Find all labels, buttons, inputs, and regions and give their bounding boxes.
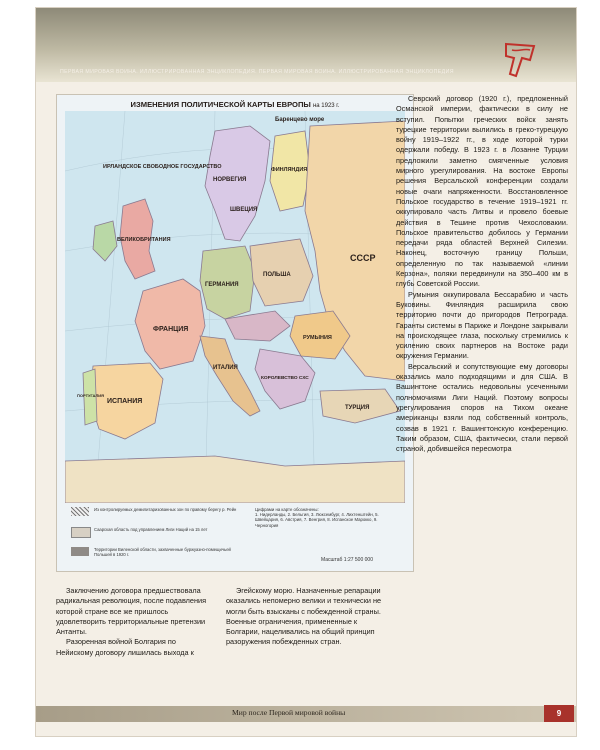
- footer-title: Мир после Первой мировой войны: [232, 708, 346, 717]
- bottom-middle-paragraph-1: Эгейскому морю. Назначенные репарации оказались непомерно велики и технически не могли быть взысканы с побежденной страны. Военные ограничения, примененные к Болгарии, нацеливались на общий принцип разоружения побежденных стран.: [226, 586, 382, 647]
- label-germany: ГЕРМАНИЯ: [205, 282, 239, 288]
- sea-label: Баренцево море: [275, 117, 325, 123]
- page-number: 9: [544, 705, 574, 722]
- legend-swatch-saar: [71, 527, 91, 538]
- label-turkey: ТУРЦИЯ: [345, 405, 370, 411]
- legend-swatch-vilnius: [71, 547, 89, 556]
- legend-text-vilnius: Территории Виленской области, захваченные буржуазно-помещичьей Польшей в 1920 г.: [94, 547, 231, 557]
- label-ussr: СССР: [350, 253, 376, 263]
- label-yugoslavia: КОРОЛЕВСТВО СХС: [261, 376, 309, 381]
- map-title-suffix: на 1923 г.: [312, 103, 340, 109]
- label-france: ФРАНЦИЯ: [153, 326, 189, 333]
- publisher-logo-icon: [500, 40, 540, 80]
- legend-numbers-text: 1. Нидерланды, 2. Бельгия, 3. Люксембург, 4. Лихтенштейн, 5. Швейцария, 6. Австрия, 7. Венгрия, 8. Испанское Марокко, 9. Черногория: [255, 512, 379, 528]
- right-paragraph-2: Румыния оккупировала Бессарабию и часть Буковины. Финляндия расширила свою территорию почти до пригородов Петрограда. Гаранты системы в Париже и Лондоне закрывали на происходящее глаза, поскольку стремились к усилению своих партнеров на Востоке ради окружения Германии.: [396, 289, 568, 361]
- label-romania: РУМЫНИЯ: [303, 335, 332, 341]
- label-norway: НОРВЕГИЯ: [213, 177, 247, 183]
- label-finland: ФИНЛЯНДИЯ: [271, 167, 308, 173]
- map-scale: Масштаб 1:27 500 000: [321, 557, 373, 563]
- bottom-left-paragraph-1: Заключению договора предшествовала радикальная революция, после подавления которой стране все же пришлось удовлетворить территориальные претензии Антанты.: [56, 586, 207, 637]
- book-page: [36, 8, 576, 736]
- footer-band: [36, 706, 576, 722]
- map-title-text: ИЗМЕНЕНИЯ ПОЛИТИЧЕСКОЙ КАРТЫ ЕВРОПЫ: [130, 100, 311, 109]
- legend-numbers-title: Цифрами на карте обозначены:: [255, 507, 319, 512]
- right-paragraph-1: Севрский договор (1920 г.), предложенный Османской империи, фактически в силу не вступил. Попытки греческих войск занять турецкие территории вылились в греко-турецкую войну 1919–1922 гг., в ходе которой турки одержали победу. В 1923 г. в Лозанне Турции предложили заметно смягченные условия мирного урегулирования. На востоке Европы решения Версальской конференции создали новые очаги напряженности. Восстановленное Польское государство в течение 1919–1921 гг. оккупировало часть Литвы и провело боевые действия в Тешине против Чехословакии. Польское правительство добилось у Германии передачи ряда областей Верхней Силезии. Наконец, восточную границу Польши, определенную по так называемой «линии Керзона», поляки передвинули на 350–400 км в глубь Советской России.: [396, 94, 568, 289]
- label-portugal: ПОРТУГАЛИЯ: [77, 393, 105, 398]
- map-title: [57, 100, 413, 109]
- label-great-britain: ВЕЛИКОБРИТАНИЯ: [117, 237, 171, 243]
- north-africa-shape: [65, 456, 405, 503]
- bottom-left-text-column: [56, 586, 212, 658]
- label-spain: ИСПАНИЯ: [107, 398, 143, 405]
- running-head: ПЕРВАЯ МИРОВАЯ ВОЙНА. ИЛЛЮСТРИРОВАННАЯ ЭНЦИКЛОПЕДИЯ. ПЕРВАЯ МИРОВАЯ ВОЙНА. ИЛЛЮСТРИРОВАННАЯ ЭНЦИКЛОПЕДИЯ: [60, 69, 454, 75]
- right-text-column: [396, 94, 568, 454]
- label-sweden: ШВЕЦИЯ: [230, 207, 258, 213]
- legend-numbers: [255, 507, 401, 528]
- bottom-middle-text-column: [226, 586, 382, 648]
- label-italy: ИТАЛИЯ: [213, 365, 238, 371]
- legend-text-saar: Саарская область под управлением Лиги Наций на 15 лет: [94, 527, 208, 532]
- map-graphic: [65, 111, 405, 503]
- europe-map: [56, 94, 414, 572]
- right-paragraph-3: Версальский и сопутствующие ему договоры оказались мало подходящими и для США. В Вашингтоне остались недовольны усеченными полномочиями Лиги Наций. Поэтому вопросы урегулирования споров на Тихом океане американцы взяли под собственный контроль, созвав в 1921 г. Вашингтонскую конференцию. Таким образом, США, фактически, стали первой страной, добившейся пересмотра: [396, 361, 568, 454]
- bottom-left-paragraph-2: Разоренная войной Болгария по Нейискому договору лишилась выхода к: [56, 637, 194, 657]
- map-legend: [71, 507, 401, 569]
- legend-swatch-hatched: [71, 507, 89, 516]
- label-poland: ПОЛЬША: [263, 272, 291, 278]
- legend-text-rhine: Из контролируемых демилитаризованных зон по правому берегу р. Рейн: [94, 507, 237, 512]
- label-irish-state: ИРЛАНДСКОЕ СВОБОДНОЕ ГОСУДАРСТВО: [103, 164, 222, 170]
